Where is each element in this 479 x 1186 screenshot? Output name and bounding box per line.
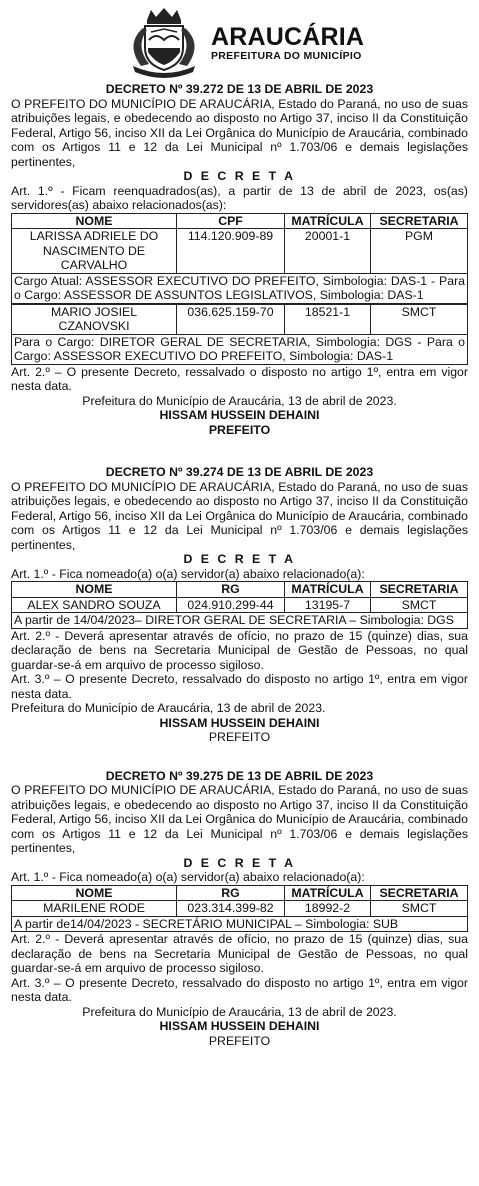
table-row (12, 901, 468, 917)
decreta-heading: D E C R E T A (183, 855, 296, 870)
article-1: Art. 1.º - Ficam reenquadrados(as), a partir de 13 de abril de 2023, os(as) servidores(as) abaixo relacionados(as): (11, 183, 468, 212)
article-1: Art. 1.º - Fica nomeado(a) o(a) servidor(a) abaixo relacionado(a): (11, 870, 365, 884)
cell-cpf: 036.625.159-70 (177, 304, 285, 334)
article-2: Art. 2.º - Deverá apresentar através de ofício, no prazo de 15 (quinze) dias, sua declaração de bens na Secretaria Municipal de Gestão de Pessoas, no qual guardar-se-á em arquivo de processo sigiloso. (11, 932, 468, 975)
decreta-heading: D E C R E T A (183, 169, 296, 183)
decree-preamble: O PREFEITO DO MUNICÍPIO DE ARAUCÁRIA, Estado do Paraná, no uso de suas atribuições legais, e obedecendo ao disposto no Artigo 37, inciso II da Constituição Federal, Artigo 56, inciso XII da Lei Orgânica do Município de Araucária, combinado com os Artigos 11 e 12 da Lei Municipal nº 1.703/06 e demais legislações pertinentes, (11, 96, 468, 169)
place-date: Prefeitura do Município de Araucária, 13 de abril de 2023. (82, 1004, 397, 1019)
decreta-heading: D E C R E T A (183, 552, 296, 566)
brand (211, 24, 364, 62)
column-header: SECRETARIA (371, 582, 468, 598)
position-note: A partir de14/04/2023 - SECRETÁRIO MUNICIPAL – Simbologia: SUB (11, 917, 468, 933)
table-header-row (12, 213, 468, 229)
position-note: Para o Cargo: DIRETOR GERAL DE SECRETARIA, Simbologia: DGS - Para o Cargo: ASSESSOR EXECUTIVO DO PREFEITO, Simbologia: DAS-1 (11, 335, 468, 365)
cell-registration: 20001-1 (285, 229, 371, 274)
coat-of-arms-icon (121, 6, 207, 78)
servants-table (11, 304, 468, 335)
signer-name: HISSAM HUSSEIN DEHAINI (159, 715, 320, 730)
brand-subtitle: PREFEITURA DO MUNICÍPIO (211, 50, 362, 62)
servants-table (11, 885, 468, 917)
brand-name: ARAUCÁRIA (211, 23, 365, 51)
table-header-row (12, 885, 468, 901)
table-row (12, 229, 468, 274)
cell-registration: 13195-7 (285, 597, 371, 613)
cell-cpf: 114.120.909-89 (177, 229, 285, 274)
cell-registration: 18992-2 (285, 901, 371, 917)
column-header: CPF (177, 213, 285, 229)
column-header: MATRÍCULA (285, 885, 371, 901)
column-header: RG (177, 582, 285, 598)
cell-rg: 024.910.299-44 (177, 597, 285, 613)
cell-department: SMCT (371, 304, 468, 334)
table-header-row (12, 582, 468, 598)
signer-name: HISSAM HUSSEIN DEHAINI (159, 408, 320, 422)
table-row (12, 597, 468, 613)
table-row (12, 304, 468, 334)
decree-title: DECRETO Nº 39.272 DE 13 DE ABRIL DE 2023 (105, 82, 374, 96)
signer-role: PREFEITO (208, 1033, 271, 1048)
servants-table (11, 581, 468, 613)
signer-role: PREFEITO (208, 730, 271, 744)
place-date: Prefeitura do Município de Araucária, 13 de abril de 2023. (82, 393, 397, 408)
place-date: Prefeitura do Município de Araucária, 13 de abril de 2023. (11, 701, 326, 715)
decree-preamble: O PREFEITO DO MUNICÍPIO DE ARAUCÁRIA, Estado do Paraná, no uso de suas atribuições legais, e obedecendo ao disposto no Artigo 37, inciso II da Constituição Federal, Artigo 56, inciso XII da Lei Orgânica do Município de Araucária, combinado com os Artigos 11 e 12 da Lei Municipal nº 1.703/06 e demais legislações pertinentes, (11, 783, 468, 855)
signer-name: HISSAM HUSSEIN DEHAINI (159, 1019, 320, 1033)
cell-name: MARILENE RODE (12, 901, 177, 917)
article-2: Art. 2.º - Deverá apresentar através de ofício, no prazo de 15 (quinze) dias, sua declaração de bens na Secretaria Municipal de Gestão de Pessoas, no qual guardar-se-á em arquivo de processo sigiloso. (11, 628, 468, 672)
servants-table (11, 213, 468, 274)
decree-39275 (11, 769, 468, 1049)
decree-preamble: O PREFEITO DO MUNICÍPIO DE ARAUCÁRIA, Estado do Paraná, no uso de suas atribuições legais, e obedecendo ao disposto no Artigo 37, inciso II da Constituição Federal, Artigo 56, inciso XII da Lei Orgânica do Município de Araucária, combinado com os Artigos 11 e 12 da Lei Municipal nº 1.703/06 e demais legislações pertinentes, (11, 479, 468, 552)
header (11, 4, 468, 78)
section-gap (11, 437, 468, 461)
column-header: SECRETARIA (371, 885, 468, 901)
column-header: NOME (12, 885, 177, 901)
column-header: NOME (12, 582, 177, 598)
column-header: MATRÍCULA (285, 213, 371, 229)
article-1: Art. 1.º - Fica nomeado(a) o(a) servidor(a) abaixo relacionado(a): (11, 566, 365, 581)
article-3: Art. 3.º – O presente Decreto, ressalvado do disposto no artigo 1º, entra em vigor nesta data. (11, 672, 468, 701)
cell-department: SMCT (371, 901, 468, 917)
column-header: MATRÍCULA (285, 582, 371, 598)
decree-title: DECRETO Nº 39.274 DE 13 DE ABRIL DE 2023 (105, 465, 374, 479)
cell-name: MARIO JOSIEL CZANOVSKI (12, 304, 177, 334)
cell-department: PGM (371, 229, 468, 274)
article-3: Art. 3.º – O presente Decreto, ressalvado do disposto no artigo 1º, entra em vigor nesta data. (11, 975, 468, 1004)
cell-department: SMCT (371, 597, 468, 613)
cell-rg: 023.314.399-82 (177, 901, 285, 917)
column-header: RG (177, 885, 285, 901)
column-header: NOME (12, 213, 177, 229)
cell-name: LARISSA ADRIELE DO NASCIMENTO DE CARVALHO (12, 229, 177, 274)
article-2: Art. 2.º – O presente Decreto, ressalvado o disposto no artigo 1º, entra em vigor nesta data. (11, 364, 468, 393)
position-note: A partir de 14/04/2023– DIRETOR GERAL DE SECRETARIA – Simbologia: DGS (11, 613, 468, 629)
decree-39274 (11, 465, 468, 745)
cell-name: ALEX SANDRO SOUZA (12, 597, 177, 613)
cell-registration: 18521-1 (285, 304, 371, 334)
signer-role: PREFEITO (208, 422, 271, 437)
decree-39272 (11, 82, 468, 437)
column-header: SECRETARIA (371, 213, 468, 229)
decree-title: DECRETO Nº 39.275 DE 13 DE ABRIL DE 2023 (105, 768, 374, 783)
section-gap (11, 745, 468, 765)
position-note: Cargo Atual: ASSESSOR EXECUTIVO DO PREFEITO, Simbologia: DAS-1 - Para o Cargo: ASSESSOR DE ASSUNTOS LEGISLATIVOS, Simbologia: DAS-1 (11, 274, 468, 304)
